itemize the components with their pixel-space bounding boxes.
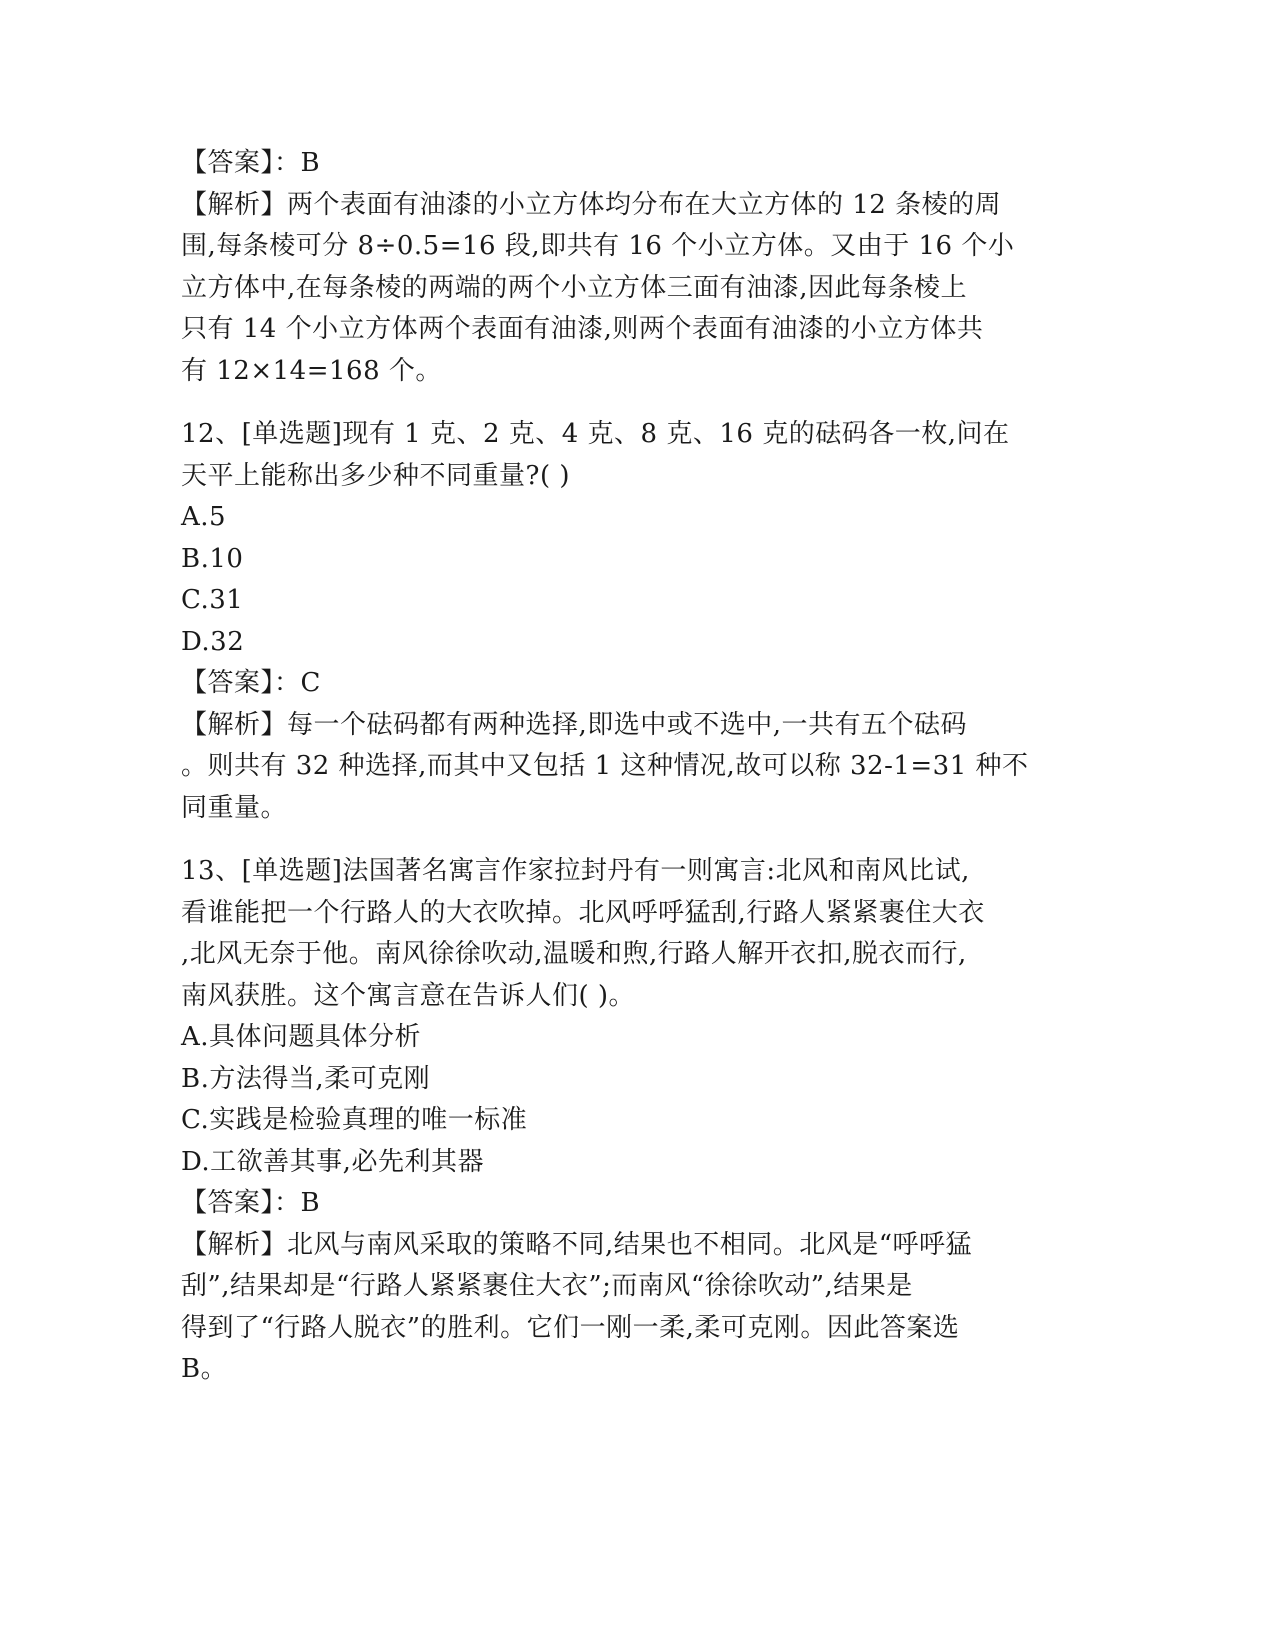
analysis-line: 只有 14 个小立方体两个表面有油漆,则两个表面有油漆的小立方体共 bbox=[181, 314, 984, 344]
option-a: A.5 bbox=[181, 502, 227, 532]
analysis-line: 刮”,结果却是“行路人紧紧裹住大衣”;而南风“徐徐吹动”,结果是 bbox=[181, 1271, 913, 1301]
question-stem: ,北风无奈于他。南风徐徐吹动,温暖和煦,行路人解开衣扣,脱衣而行, bbox=[181, 939, 967, 969]
answer-line: 【答案】：C bbox=[181, 668, 321, 698]
analysis-line: 【解析】北风与南风采取的策略不同,结果也不相同。北风是“呼呼猛 bbox=[181, 1229, 973, 1260]
answer-block-11 bbox=[181, 143, 1081, 392]
question-stem: 看谁能把一个行路人的大衣吹掉。北风呼呼猛刮,行路人紧紧裹住大衣 bbox=[181, 897, 985, 928]
document-page bbox=[181, 143, 1081, 1391]
option-d: D.工欲善其事,必先利其器 bbox=[181, 1146, 484, 1177]
option-c: C.实践是检验真理的唯一标准 bbox=[181, 1105, 528, 1135]
option-b: B.方法得当,柔可克刚 bbox=[181, 1063, 431, 1094]
analysis-line: 【解析】两个表面有油漆的小立方体均分布在大立方体的 12 条棱的周 bbox=[181, 189, 1002, 220]
analysis-line: 。则共有 32 种选择,而其中又包括 1 这种情况,故可以称 32-1=31 种不 bbox=[181, 751, 1029, 781]
analysis-line: 立方体中,在每条棱的两端的两个小立方体三面有油漆,因此每条棱上 bbox=[181, 272, 968, 303]
analysis-line: 围,每条棱可分 8÷0.5=16 段,即共有 16 个小立方体。又由于 16 个小 bbox=[181, 231, 1015, 261]
analysis-line: 【解析】每一个砝码都有两种选择,即选中或不选中,一共有五个砝码 bbox=[181, 709, 968, 740]
question-stem: 12、[单选题]现有 1 克、2 克、4 克、8 克、16 克的砝码各一枚,问在 bbox=[181, 419, 1010, 449]
answer-line: 【答案】：B bbox=[181, 1188, 321, 1218]
analysis-line: B。 bbox=[181, 1354, 228, 1384]
option-b: B.10 bbox=[181, 543, 244, 574]
analysis-line: 同重量。 bbox=[181, 792, 288, 823]
question-stem: 13、[单选题]法国著名寓言作家拉封丹有一则寓言:北风和南风比试, bbox=[181, 856, 970, 886]
question-stem: 天平上能称出多少种不同重量?( ) bbox=[181, 460, 570, 491]
option-c: C.31 bbox=[181, 585, 244, 615]
question-12 bbox=[181, 414, 1081, 829]
analysis-line: 得到了“行路人脱衣”的胜利。它们一刚一柔,柔可克刚。因此答案选 bbox=[181, 1312, 960, 1343]
option-a: A.具体问题具体分析 bbox=[181, 1022, 422, 1052]
answer-line: 【答案】：B bbox=[181, 148, 321, 178]
question-13 bbox=[181, 851, 1081, 1391]
option-d: D.32 bbox=[181, 626, 245, 657]
analysis-line: 有 12×14=168 个。 bbox=[181, 355, 442, 386]
question-stem: 南风获胜。这个寓言意在告诉人们( )。 bbox=[181, 980, 636, 1011]
